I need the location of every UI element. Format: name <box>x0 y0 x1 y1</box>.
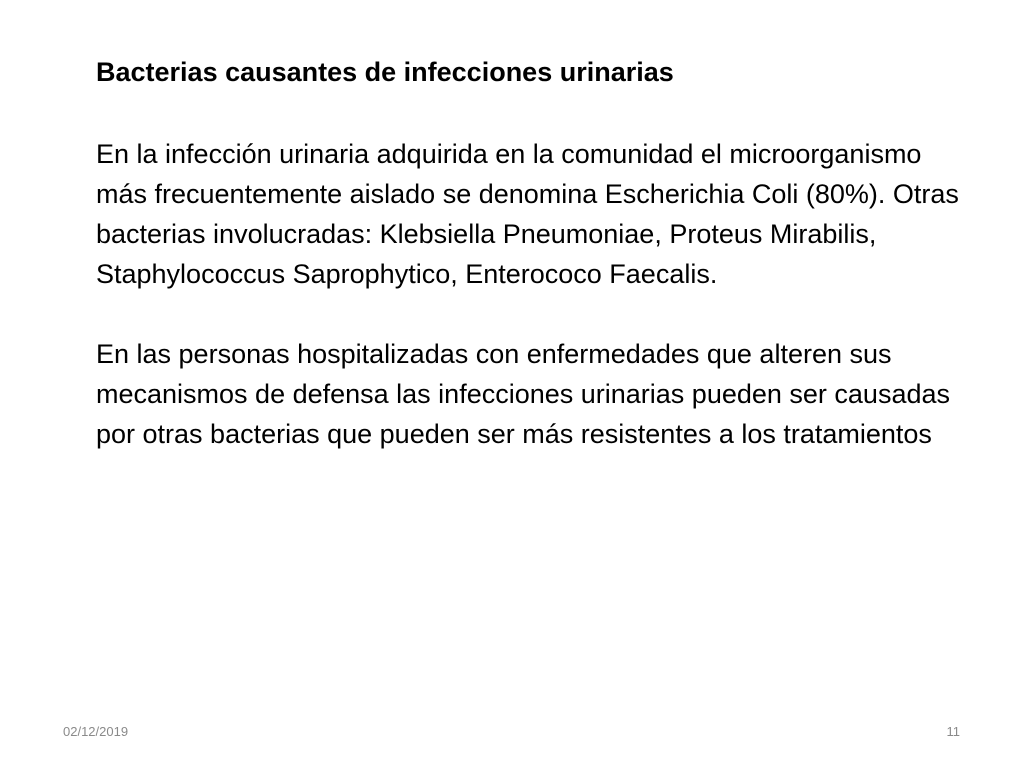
paragraph-hospital-infection: En las personas hospitalizadas con enfermedades que alteren sus mecanismos de defensa las infecciones urinarias pueden ser causadas por otras bacterias que pueden ser más resistentes a los tratamientos <box>96 339 950 449</box>
paragraph-community-infection: En la infección urinaria adquirida en la comunidad el microorganismo más frecuentemente aislado se denomina Escherichia Coli (80%). Otras bacterias involucradas: Klebsiella Pneumoniae, Proteus Mirabilis, Staphylococcus Saprophytico, Enterococo Faecalis. <box>96 139 959 289</box>
footer-page-number: 11 <box>946 724 960 739</box>
footer-date: 02/12/2019 <box>63 724 129 739</box>
slide-content <box>96 52 976 454</box>
slide-title: Bacterias causantes de infecciones urinarias <box>96 57 674 87</box>
